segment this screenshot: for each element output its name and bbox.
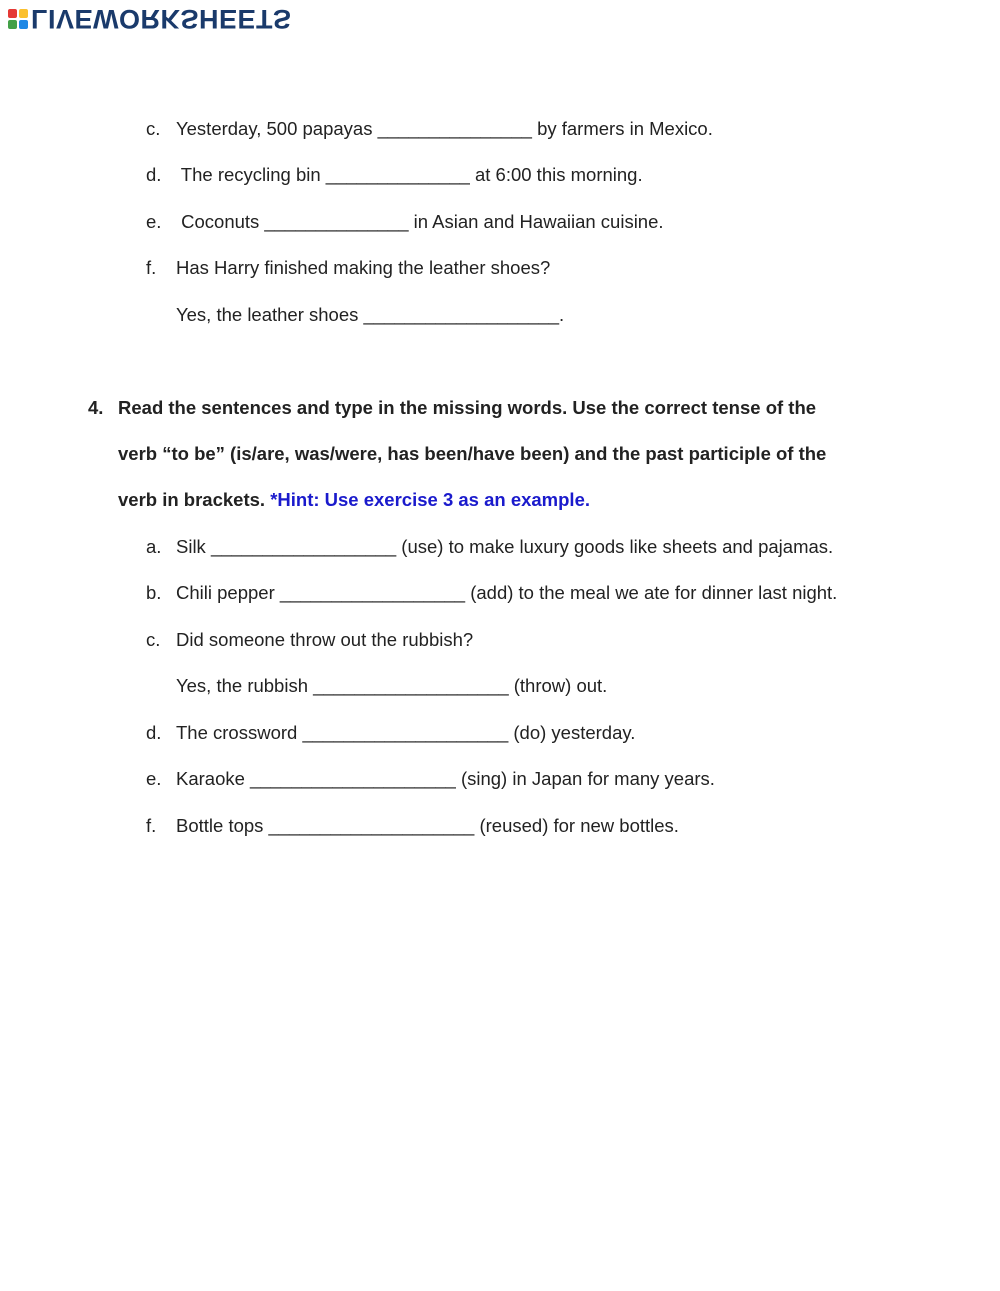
logo-text: LIVEWORKSHEETS	[31, 4, 292, 34]
exercise-4-item-f: Bottle tops ____________________ (reused) for new bottles.	[176, 815, 679, 836]
exercise-4-item-c-answer: Yes, the rubbish ___________________ (throw) out.	[176, 675, 608, 696]
logo-blocks-icon	[8, 9, 28, 29]
logo-block-blue	[19, 20, 28, 29]
question-number: 4.	[88, 397, 104, 418]
item-marker: a.	[146, 536, 162, 557]
item-marker: e.	[146, 211, 162, 232]
exercise-4-item-c-question: Did someone throw out the rubbish?	[176, 629, 474, 650]
logo-block-yellow	[19, 9, 28, 18]
instruction-line-3-text: verb in brackets.	[118, 489, 271, 510]
instruction-line-3	[118, 489, 590, 511]
item-marker: c.	[146, 629, 161, 650]
exercise-4-item-e: Karaoke ____________________ (sing) in Japan for many years.	[176, 768, 715, 789]
exercise-3-item-d: The recycling bin ______________ at 6:00 this morning.	[176, 164, 643, 185]
instruction-line-1: Read the sentences and type in the missing words. Use the correct tense of the	[118, 397, 817, 418]
logo-block-green	[8, 20, 17, 29]
exercise-3-item-f-answer: Yes, the leather shoes ___________________.	[176, 304, 565, 325]
item-marker: f.	[146, 257, 157, 278]
item-marker: e.	[146, 768, 162, 789]
exercise-3-item-c: Yesterday, 500 papayas _______________ by farmers in Mexico.	[176, 118, 713, 139]
exercise-3-item-f-question: Has Harry finished making the leather shoes?	[176, 257, 551, 278]
item-marker: b.	[146, 582, 162, 603]
item-marker: f.	[146, 815, 157, 836]
item-marker: d.	[146, 722, 162, 743]
instruction-line-2: verb “to be” (is/are, was/were, has been/have been) and the past participle of the	[118, 443, 827, 464]
item-marker: c.	[146, 118, 161, 139]
hint-text: *Hint: Use exercise 3 as an example.	[270, 489, 590, 510]
liveworksheets-logo	[8, 6, 292, 32]
item-marker: d.	[146, 164, 162, 185]
logo-block-red	[8, 9, 17, 18]
exercise-4-item-a: Silk __________________ (use) to make luxury goods like sheets and pajamas.	[176, 536, 834, 557]
exercise-4-item-d: The crossword ____________________ (do) yesterday.	[176, 722, 636, 743]
exercise-4-item-b: Chili pepper __________________ (add) to the meal we ate for dinner last night.	[176, 582, 838, 603]
exercise-3-item-e: Coconuts ______________ in Asian and Hawaiian cuisine.	[176, 211, 664, 232]
